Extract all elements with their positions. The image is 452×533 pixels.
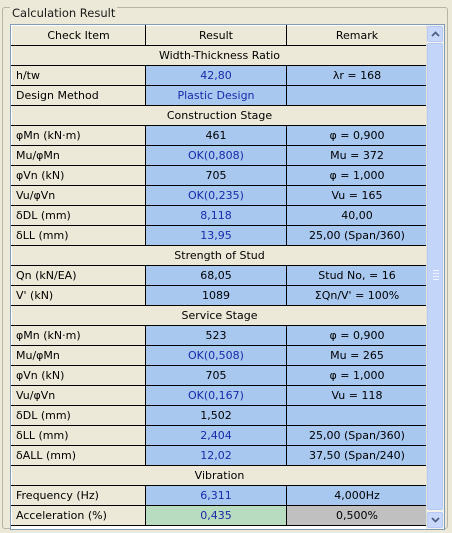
remark-cell[interactable]: 25,00 (Span/360): [287, 226, 428, 246]
table-row[interactable]: [12, 426, 428, 446]
table-row[interactable]: [12, 66, 428, 86]
section-row: [12, 306, 428, 326]
result-table: [11, 25, 428, 526]
column-header-remark[interactable]: Remark: [287, 26, 428, 46]
chevron-down-icon: [431, 517, 440, 523]
table-row[interactable]: [12, 226, 428, 246]
result-cell[interactable]: 461: [146, 126, 287, 146]
result-cell[interactable]: 68,05: [146, 266, 287, 286]
table-row[interactable]: [12, 386, 428, 406]
table-row[interactable]: [12, 266, 428, 286]
check-item-cell[interactable]: Vu/φVn: [12, 186, 146, 206]
grip-line: [433, 279, 439, 280]
table-row[interactable]: [12, 406, 428, 426]
check-item-cell[interactable]: φVn (kN): [12, 366, 146, 386]
check-item-cell[interactable]: Mu/φMn: [12, 346, 146, 366]
result-cell[interactable]: OK(0,167): [146, 386, 287, 406]
remark-cell[interactable]: λr = 168: [287, 66, 428, 86]
result-cell[interactable]: 0,435: [146, 506, 287, 526]
header-row: [12, 26, 428, 46]
table-row[interactable]: [12, 166, 428, 186]
result-cell[interactable]: 13,95: [146, 226, 287, 246]
check-item-cell[interactable]: φVn (kN): [12, 166, 146, 186]
section-row: [12, 106, 428, 126]
scroll-up-button[interactable]: [427, 26, 443, 42]
section-row: [12, 246, 428, 266]
column-header-check-item[interactable]: Check Item: [12, 26, 146, 46]
table-row[interactable]: [12, 366, 428, 386]
table-row[interactable]: [12, 186, 428, 206]
remark-cell[interactable]: 0,500%: [287, 506, 428, 526]
check-item-cell[interactable]: V' (kN): [12, 286, 146, 306]
check-item-cell[interactable]: Design Method: [12, 86, 146, 106]
remark-cell[interactable]: Mu = 372: [287, 146, 428, 166]
table-row[interactable]: [12, 346, 428, 366]
check-item-cell[interactable]: δLL (mm): [12, 426, 146, 446]
grip-line: [433, 276, 439, 277]
result-cell[interactable]: OK(0,808): [146, 146, 287, 166]
remark-cell[interactable]: ΣQn/V' = 100%: [287, 286, 428, 306]
check-item-cell[interactable]: Qn (kN/EA): [12, 266, 146, 286]
table-row[interactable]: [12, 446, 428, 466]
check-item-cell[interactable]: δDL (mm): [12, 206, 146, 226]
result-cell[interactable]: 1,502: [146, 406, 287, 426]
check-item-cell[interactable]: δDL (mm): [12, 406, 146, 426]
remark-cell[interactable]: 40,00: [287, 206, 428, 226]
remark-cell[interactable]: φ = 0,900: [287, 126, 428, 146]
result-cell[interactable]: 12,02: [146, 446, 287, 466]
check-item-cell[interactable]: h/tw: [12, 66, 146, 86]
table-row[interactable]: [12, 86, 428, 106]
check-item-cell[interactable]: Vu/φVn: [12, 386, 146, 406]
result-cell[interactable]: 523: [146, 326, 287, 346]
check-item-cell[interactable]: Acceleration (%): [12, 506, 146, 526]
result-cell[interactable]: 42,80: [146, 66, 287, 86]
section-vibration: Vibration: [12, 466, 428, 486]
table-row[interactable]: [12, 126, 428, 146]
check-item-cell[interactable]: δALL (mm): [12, 446, 146, 466]
remark-cell[interactable]: Stud No, = 16: [287, 266, 428, 286]
table-row[interactable]: [12, 146, 428, 166]
result-cell[interactable]: OK(0,235): [146, 186, 287, 206]
section-row: [12, 46, 428, 66]
table-row[interactable]: [12, 506, 428, 526]
table-row[interactable]: [12, 206, 428, 226]
check-item-cell[interactable]: δLL (mm): [12, 226, 146, 246]
section-strength-of-stud: Strength of Stud: [12, 246, 428, 266]
table-row[interactable]: [12, 326, 428, 346]
remark-cell[interactable]: [287, 406, 428, 426]
group-title: Calculation Result: [12, 6, 116, 20]
table-row[interactable]: [12, 286, 428, 306]
scroll-down-button[interactable]: [427, 512, 443, 528]
check-item-cell[interactable]: φMn (kN·m): [12, 326, 146, 346]
check-item-cell[interactable]: Mu/φMn: [12, 146, 146, 166]
section-service-stage: Service Stage: [12, 306, 428, 326]
result-cell[interactable]: 8,118: [146, 206, 287, 226]
table-row[interactable]: [12, 486, 428, 506]
remark-cell[interactable]: 25,00 (Span/360): [287, 426, 428, 446]
vertical-scrollbar[interactable]: [426, 25, 444, 529]
result-cell[interactable]: 6,311: [146, 486, 287, 506]
result-cell[interactable]: 2,404: [146, 426, 287, 446]
grip-line: [433, 273, 439, 274]
result-cell[interactable]: 1089: [146, 286, 287, 306]
grip-line: [433, 270, 439, 271]
remark-cell[interactable]: [287, 86, 428, 106]
remark-cell[interactable]: φ = 1,000: [287, 166, 428, 186]
result-grid: [10, 24, 445, 530]
remark-cell[interactable]: Vu = 118: [287, 386, 428, 406]
result-cell[interactable]: Plastic Design: [146, 86, 287, 106]
section-width-thickness: Width-Thickness Ratio: [12, 46, 428, 66]
remark-cell[interactable]: 4,000Hz: [287, 486, 428, 506]
section-construction-stage: Construction Stage: [12, 106, 428, 126]
chevron-up-icon: [431, 31, 440, 37]
check-item-cell[interactable]: φMn (kN·m): [12, 126, 146, 146]
column-header-result[interactable]: Result: [146, 26, 287, 46]
result-cell[interactable]: 705: [146, 366, 287, 386]
section-row: [12, 466, 428, 486]
check-item-cell[interactable]: Frequency (Hz): [12, 486, 146, 506]
remark-cell[interactable]: Mu = 265: [287, 346, 428, 366]
calculation-result-group: [2, 7, 448, 529]
result-cell[interactable]: 705: [146, 166, 287, 186]
remark-cell[interactable]: φ = 0,900: [287, 326, 428, 346]
remark-cell[interactable]: φ = 1,000: [287, 366, 428, 386]
scroll-thumb[interactable]: [427, 43, 443, 510]
remark-cell[interactable]: Vu = 165: [287, 186, 428, 206]
remark-cell[interactable]: 37,50 (Span/240): [287, 446, 428, 466]
result-cell[interactable]: OK(0,508): [146, 346, 287, 366]
